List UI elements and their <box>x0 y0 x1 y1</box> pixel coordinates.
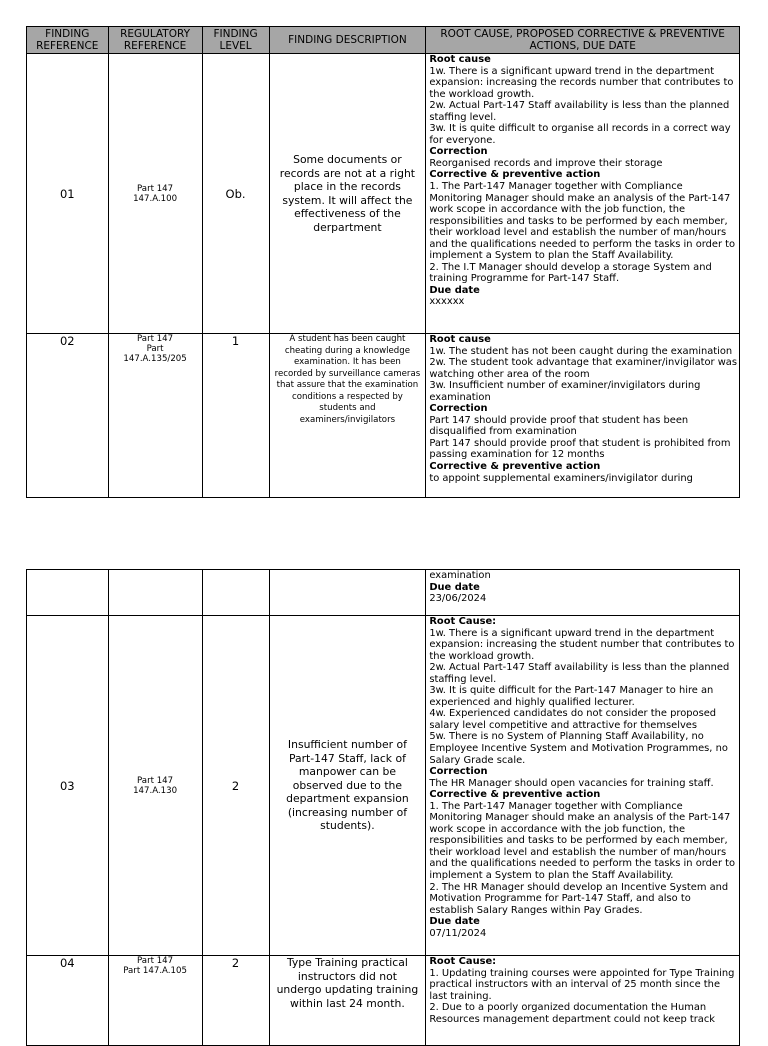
text-line: 3w. It is quite difficult to organise all records in a correct way for everyone. <box>429 123 731 146</box>
root-cause-cell <box>426 570 740 616</box>
text-line: 1w. There is a significant upward trend in the department expansion: increasing the records number that contributes to the workload growth. <box>429 65 734 100</box>
empty-cell <box>108 570 202 616</box>
due-date: xxxxxx <box>429 296 465 308</box>
text-line: 2w. Actual Part-147 Staff availability is less than the planned staffing level. <box>429 100 730 123</box>
text-line: 3w. It is quite difficult for the Part-147 Manager to hire an experienced and highly qualified lecturer. <box>429 685 714 708</box>
findings-table-bottom <box>26 569 740 1046</box>
text-line: Part 147 should provide proof that student is prohibited from passing examination for 12 months <box>429 437 731 461</box>
header-finding-description: FINDING DESCRIPTION <box>269 27 426 54</box>
section-heading: Corrective & preventive action <box>429 789 601 801</box>
text-line: Part 147 should provide proof that student has been disqualified from examination <box>429 414 689 438</box>
finding-level: 1 <box>202 334 269 498</box>
text-line: 1. The Part-147 Manager together with Compliance Monitoring Manager should make an analysis of the Part-147 work scope in accordance with the job function, the responsibilities and tasks to be performed by each member, their workload level and establish the number of man/hours and the qualifications needed to perform the tasks in order to implement a System to plan the Staff Availability. <box>429 181 736 262</box>
table-row <box>27 956 740 1046</box>
text-line: 1. Updating training courses were appointed for Type Training practical instructors with an interval of 25 month since the last training. <box>429 967 735 1002</box>
empty-cell <box>269 570 426 616</box>
finding-level: 2 <box>202 956 269 1046</box>
finding-reference: 01 <box>27 54 109 334</box>
table-row <box>27 54 740 334</box>
regulatory-line: 147.A.135/205 <box>123 354 187 364</box>
text-line: 1w. There is a significant upward trend in the department expansion: increasing the student number that contributes to the workload growth. <box>429 627 735 662</box>
finding-description: Some documents or records are not at a right place in the records system. It will affect the effectiveness of the derpartment <box>269 54 426 334</box>
text-line: 2. Due to a poorly organized documentation the Human Resources management department could not keep track <box>429 1002 715 1025</box>
text-line: 2. The I.T Manager should develop a storage System and training Programme for Part-147 Staff. <box>429 261 712 285</box>
text-line: 4w. Experienced candidates do not consider the proposed salary level competitive and attractive for themselves <box>429 708 717 731</box>
section-heading: Correction <box>429 403 488 415</box>
root-cause-cell <box>426 334 740 498</box>
section-heading: Correction <box>429 766 488 778</box>
regulatory-line: Part 147.A.105 <box>123 966 187 976</box>
header-finding-reference: FINDING REFERENCE <box>27 27 109 54</box>
section-heading: Root cause <box>429 54 491 65</box>
regulatory-reference <box>108 956 202 1046</box>
finding-description: A student has been caught cheating during a knowledge examination. It has been recorded by surveillance cameras that assure that the examination conditions a respected by students and examiners/invigilators <box>269 334 426 498</box>
text-line: to appoint supplemental examiners/invigilator during <box>429 472 693 484</box>
root-cause-cell <box>426 54 740 334</box>
section-heading: Root Cause: <box>429 956 497 967</box>
finding-reference: 03 <box>27 616 109 956</box>
text-line: 3w. Insufficient number of examiner/invigilators during examination <box>429 380 701 403</box>
text-line: 2. The HR Manager should develop an Incentive System and Motivation Programme for Part-147 Staff, and also to establish Salary Ranges within Pay Grades. <box>429 881 729 916</box>
regulatory-line: Part <box>146 344 164 354</box>
section-heading: Correction <box>429 146 488 158</box>
table-row <box>27 570 740 616</box>
finding-reference: 04 <box>27 956 109 1046</box>
text-line: 1. The Part-147 Manager together with Compliance Monitoring Manager should make an analysis of the Part-147 work scope in accordance with the job function, the responsibilities and tasks to be performed by each member, their workload level and establish the number of man/hours and the qualifications needed to perform the tasks in order to implement a System to plan the Staff Availability. <box>429 800 736 882</box>
regulatory-line: Part 147 <box>137 775 174 786</box>
section-heading: Root Cause: <box>429 616 497 627</box>
root-cause-cell <box>426 956 740 1046</box>
root-cause-cell <box>426 616 740 956</box>
findings-table-top <box>26 26 740 498</box>
section-heading: Root cause <box>429 334 491 345</box>
text-line: 2w. The student took advantage that examiner/invigilator was watching other area of the room <box>429 357 737 380</box>
finding-description: Type Training practical instructors did not undergo updating training within last 24 month. <box>269 956 426 1046</box>
regulatory-line: 147.A.130 <box>133 785 178 796</box>
section-heading: Due date <box>429 581 480 593</box>
text-line: 5w. There is no System of Planning Staff Availability, no Employee Incentive System and Motivation Programmes, no Salary Grade scale. <box>429 731 728 766</box>
regulatory-line: Part 147 <box>137 956 174 966</box>
empty-cell <box>202 570 269 616</box>
header-regulatory-reference: REGULATORY REFERENCE <box>108 27 202 54</box>
text-line: 2w. Actual Part-147 Staff availability is less than the planned staffing level. <box>429 662 730 685</box>
table-row <box>27 616 740 956</box>
regulatory-line: Part 147 <box>137 334 174 344</box>
text-line: examination <box>429 570 491 581</box>
section-heading: Due date <box>429 284 480 296</box>
empty-cell <box>27 570 109 616</box>
due-date: 07/11/2024 <box>429 927 487 939</box>
table-header-row <box>27 27 740 54</box>
regulatory-line: Part 147 <box>137 183 174 194</box>
regulatory-reference <box>108 54 202 334</box>
section-heading: Due date <box>429 916 480 928</box>
finding-description: Insufficient number of Part-147 Staff, lack of manpower can be observed due to the department expansion (increasing number of students). <box>269 616 426 956</box>
regulatory-reference <box>108 334 202 498</box>
finding-level: 2 <box>202 616 269 956</box>
text-line: 1w. The student has not been caught during the examination <box>429 345 733 357</box>
due-date: 23/06/2024 <box>429 593 487 605</box>
finding-reference: 02 <box>27 334 109 498</box>
header-finding-level: FINDING LEVEL <box>202 27 269 54</box>
text-line: Reorganised records and improve their storage <box>429 157 663 169</box>
finding-level: Ob. <box>202 54 269 334</box>
section-heading: Corrective & preventive action <box>429 461 601 473</box>
table-row <box>27 334 740 498</box>
section-heading: Corrective & preventive action <box>429 169 601 181</box>
text-line: The HR Manager should open vacancies for training staff. <box>429 777 714 789</box>
regulatory-line: 147.A.100 <box>133 193 178 204</box>
regulatory-reference <box>108 616 202 956</box>
header-root-cause: ROOT CAUSE, PROPOSED CORRECTIVE & PREVENTIVE ACTIONS, DUE DATE <box>426 27 740 54</box>
